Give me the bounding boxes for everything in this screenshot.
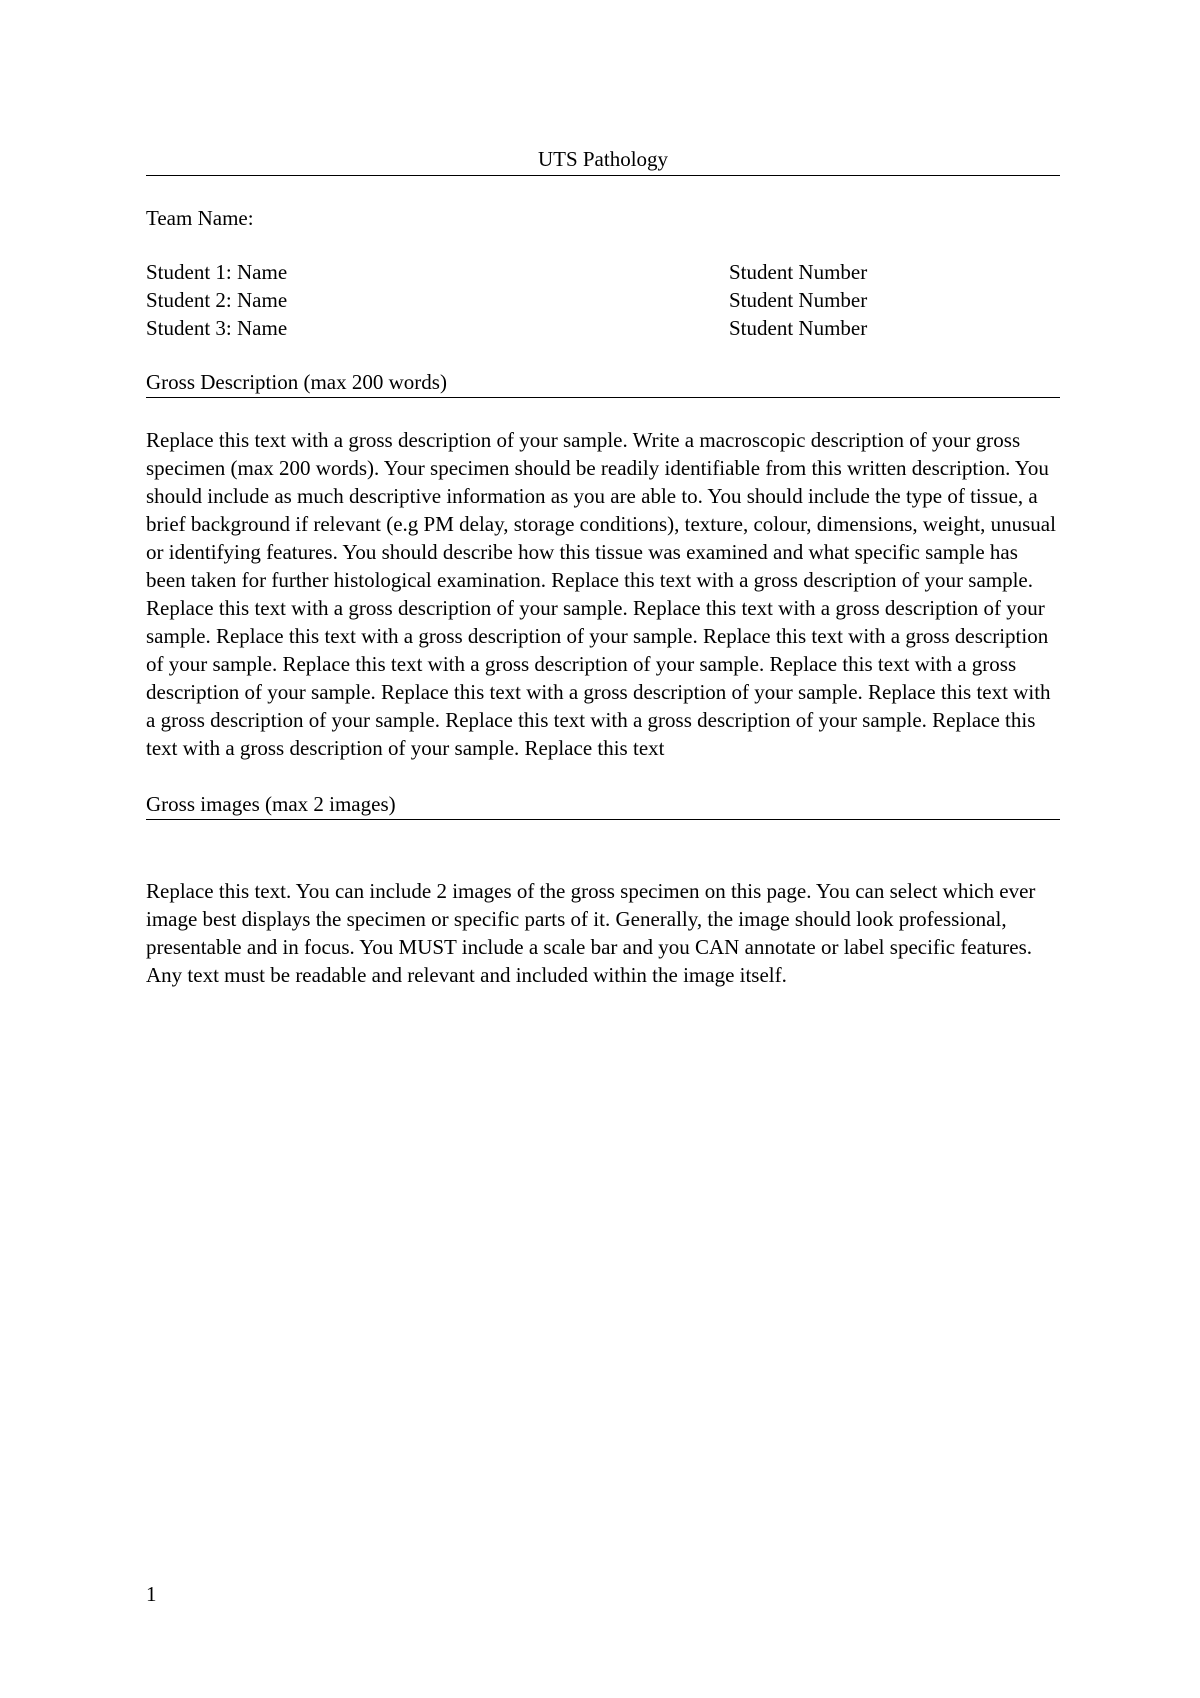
student-row — [146, 314, 1060, 342]
student-number: Student Number — [729, 316, 868, 340]
page-number: 1 — [146, 1582, 157, 1606]
gross-images-body: Replace this text. You can include 2 images of the gross specimen on this page. You can select which ever image best displays the specimen or specific parts of it. Generally, the image should look professional, presentable and in focus. You MUST include a scale bar and you CAN annotate or label specific features. Any text must be readable and relevant and included within the image itself. — [146, 879, 1036, 987]
student-name: Student 1: Name — [146, 260, 288, 284]
gross-description-heading: Gross Description (max 200 words) — [146, 368, 1060, 398]
page-content — [146, 145, 1060, 989]
gross-description-body: Replace this text with a gross description of your sample. Write a macroscopic description of your gross specimen (max 200 words). Your specimen should be readily identifiable from this written description. You should include as much descriptive information as you are able to. You should include the type of tissue, a brief background if relevant (e.g PM delay, storage conditions), texture, colour, dimensions, weight, unusual or identifying features. You should describe how this tissue was examined and what specific sample has been taken for further histological examination. Replace this text with a gross description of your sample. Replace this text with a gross description of your sample. Replace this text with a gross description of your sample. Replace this text with a gross description of your sample. Replace this text with a gross description of your sample. Replace this text with a gross description of your sample. Replace this text with a gross description of your sample. Replace this text with a gross description of your sample. Replace this text with a gross description of your sample. Replace this text with a gross description of your sample. Replace this text with a gross description of your sample. Replace this text — [146, 428, 1056, 760]
student-row — [146, 258, 1060, 286]
page-header-title: UTS Pathology — [146, 145, 1060, 176]
student-name: Student 2: Name — [146, 288, 288, 312]
student-row — [146, 286, 1060, 314]
gross-images-heading: Gross images (max 2 images) — [146, 790, 1060, 820]
student-name: Student 3: Name — [146, 316, 288, 340]
student-number: Student Number — [729, 260, 868, 284]
team-name-label: Team Name: — [146, 206, 254, 230]
students-list — [146, 258, 1060, 342]
student-number: Student Number — [729, 288, 868, 312]
